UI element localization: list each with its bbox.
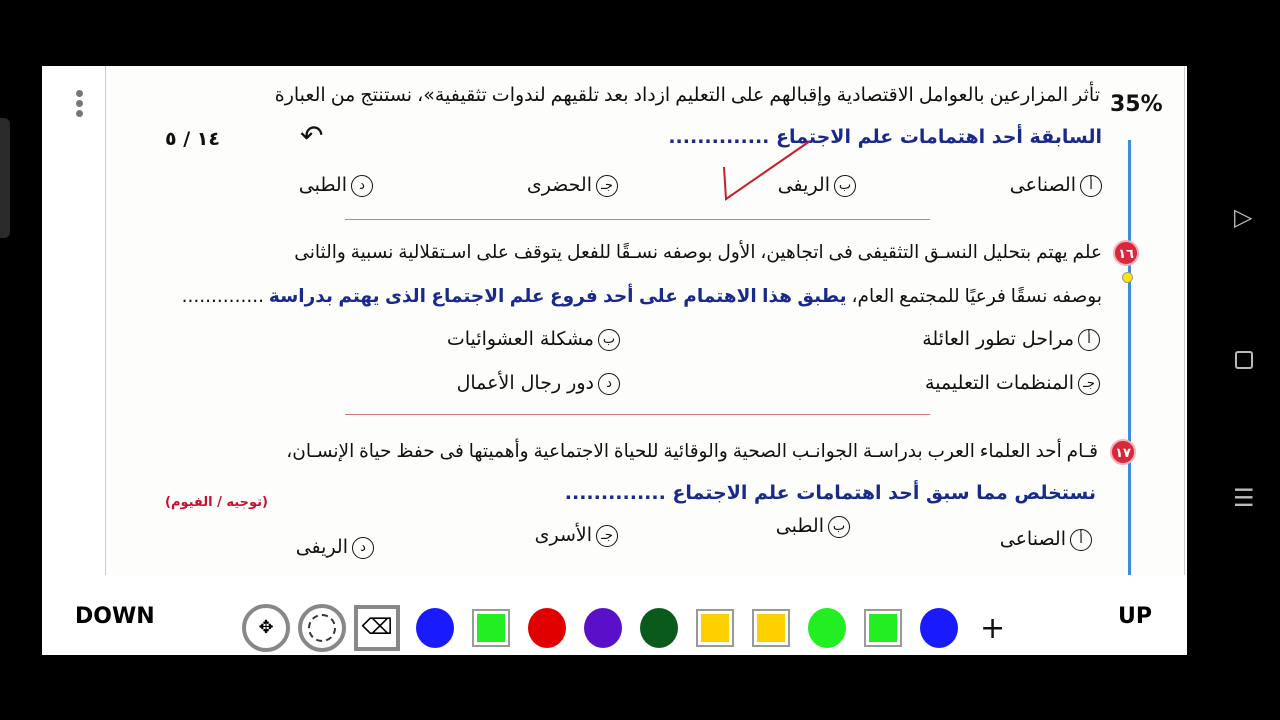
q17-option-a[interactable] — [1000, 528, 1092, 551]
side-panel-handle[interactable] — [0, 118, 10, 238]
q16-option-d[interactable] — [457, 372, 620, 395]
option-text: الريفى — [295, 536, 348, 558]
option-text: مراحل تطور العائلة — [922, 328, 1074, 350]
margin-line — [1128, 140, 1131, 575]
option-text: الريفى — [777, 174, 830, 196]
option-text: الصناعى — [999, 528, 1066, 550]
home-nav-icon[interactable] — [1235, 351, 1253, 369]
checkmark-annotation — [718, 135, 818, 205]
option-letter: أ — [1080, 175, 1102, 197]
color-swatch-10[interactable] — [920, 608, 958, 648]
q17-option-b[interactable] — [776, 515, 850, 538]
option-letter: د — [352, 537, 374, 559]
option-letter: د — [351, 175, 373, 197]
q16-line2 — [182, 286, 1102, 307]
option-text: دور رجال الأعمال — [456, 372, 594, 394]
color-swatch-6[interactable] — [696, 609, 734, 647]
q17-line1: قـام أحد العلماء العرب بدراسـة الجوانـب الصحية والوقائية للحياة الاجتماعية وأهميتها فى حفظ حياة الإنسـان، — [286, 441, 1098, 462]
q17-source: (توجيه / الفيوم) — [165, 495, 268, 510]
color-swatch-8[interactable] — [808, 608, 846, 648]
undo-icon[interactable]: ↶ — [300, 119, 324, 152]
divider — [345, 219, 930, 220]
lasso-select-icon[interactable] — [298, 604, 346, 652]
option-text: المنظمات التعليمية — [925, 372, 1074, 394]
swatch-fill — [869, 614, 897, 642]
q16-option-b[interactable] — [447, 328, 620, 351]
q15-option-a[interactable] — [1010, 174, 1102, 197]
q17-line2: نستخلص مما سبق أحد اهتمامات علم الاجتماع .............. — [564, 482, 1096, 504]
option-letter: ب — [598, 329, 620, 351]
q16-line2-text: بوصفه نسقًا فرعيًا للمجتمع العام، — [851, 286, 1102, 307]
swatch-fill — [757, 614, 785, 642]
q15-option-d[interactable] — [299, 174, 373, 197]
question-number-17: ١٧ — [1110, 439, 1136, 465]
page-indicator: ١٤ / ٥ — [165, 128, 220, 150]
option-text: الحضرى — [526, 174, 592, 196]
question-number-16: ١٦ — [1113, 240, 1139, 266]
option-letter: أ — [1070, 529, 1092, 551]
drawing-toolbar — [242, 604, 1005, 652]
color-swatch-7[interactable] — [752, 609, 790, 647]
color-swatch-5[interactable] — [640, 608, 678, 648]
down-button[interactable]: DOWN — [75, 604, 155, 629]
option-letter: ب — [834, 175, 856, 197]
option-letter: ب — [828, 516, 850, 538]
q16-blank: .............. — [181, 286, 264, 307]
color-swatch-9[interactable] — [864, 609, 902, 647]
divider — [345, 414, 930, 415]
back-nav-icon[interactable]: ▷ — [1234, 203, 1253, 231]
option-letter: د — [598, 373, 620, 395]
up-button[interactable]: UP — [1118, 604, 1152, 629]
option-text: الطبى — [775, 515, 824, 537]
q17-option-c[interactable] — [535, 524, 618, 547]
move-tool-icon[interactable]: ✥ — [242, 604, 290, 652]
option-text: مشكلة العشوائيات — [446, 328, 594, 350]
q16-line2-prompt: يطبق هذا الاهتمام على أحد فروع علم الاجتماع الذى يهتم بدراسة — [268, 286, 847, 307]
eraser-icon[interactable]: ⌫ — [354, 605, 400, 651]
option-letter: أ — [1078, 329, 1100, 351]
option-text: الطبى — [298, 174, 347, 196]
add-color-button[interactable]: + — [980, 610, 1006, 646]
swatch-fill — [701, 614, 729, 642]
recents-nav-icon[interactable]: ☰ — [1233, 484, 1255, 512]
marker-dot — [1122, 272, 1133, 283]
option-text: الأسرى — [534, 524, 592, 546]
zoom-level: 35% — [1110, 92, 1163, 117]
option-letter: جـ — [1078, 373, 1100, 395]
q16-option-a[interactable] — [922, 328, 1100, 351]
option-letter: جـ — [596, 525, 618, 547]
q17-option-d[interactable] — [296, 536, 374, 559]
q16-option-c[interactable] — [925, 372, 1100, 395]
option-letter: جـ — [596, 175, 618, 197]
color-swatch-4[interactable] — [584, 608, 622, 648]
option-text: الصناعى — [1009, 174, 1076, 196]
color-swatch-2[interactable] — [472, 609, 510, 647]
q15-line2: السابقة أحد اهتمامات علم الاجتماع .............. — [668, 126, 1102, 148]
color-swatch-3[interactable] — [528, 608, 566, 648]
more-options-icon[interactable] — [76, 90, 84, 117]
color-swatch-1[interactable] — [416, 608, 454, 648]
swatch-fill — [477, 614, 505, 642]
q16-line1: علم يهتم بتحليل النسـق التثقيفى فى اتجاهين، الأول بوصفه نسـقًا للفعل يتوقف على اسـتقلالية نسبية والثانى — [294, 242, 1102, 263]
q15-line1: تأثر المزارعين بالعوامل الاقتصادية وإقبالهم على التعليم ازداد بعد تلقيهم لندوات تثقيفية»، نستنتج من العبارة — [274, 84, 1100, 106]
q15-option-c[interactable] — [527, 174, 618, 197]
